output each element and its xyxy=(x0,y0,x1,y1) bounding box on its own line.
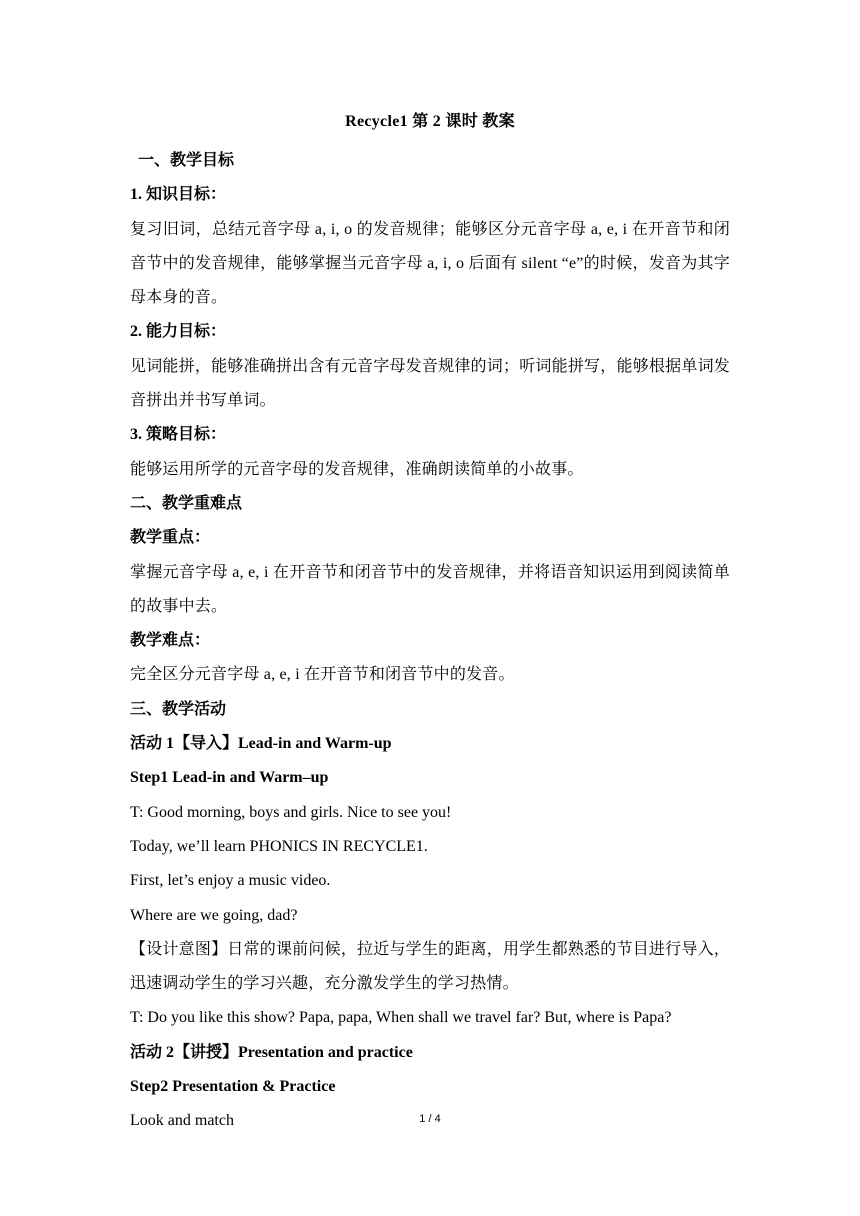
design-intent-text: 【设计意图】日常的课前问候，拉近与学生的距离，用学生都熟悉的节目进行导入，迅速调动学生的学习兴趣，充分激发学生的学习热情。 xyxy=(130,940,730,993)
step-1-line: Today, we’ll learn PHONICS IN RECYCLE1. xyxy=(130,837,428,855)
activity-2-heading: 活动 2【讲授】Presentation and practice xyxy=(130,1043,413,1061)
step-1-line: Where are we going, dad? xyxy=(130,906,298,924)
activity-1-heading: 活动 1【导入】Lead-in and Warm-up xyxy=(130,735,392,753)
key-points-text: 掌握元音字母 a, e, i 在开音节和闭音节中的发音规律，并将语音知识运用到阅读简单的故事中去。 xyxy=(130,563,730,615)
step-2-heading: Step2 Presentation & Practice xyxy=(130,1078,336,1096)
subheading-ability-goals: 2. 能力目标： xyxy=(130,323,227,341)
page-number: 1 / 4 xyxy=(419,1113,441,1125)
document-title: Recycle1 第 2 课时 教案 xyxy=(345,113,515,130)
teacher-question-line: T: Do you like this show? Papa, papa, When shall we travel far? But, where is Papa? xyxy=(130,1009,672,1027)
ability-goals-text: 见词能拼，能够准确拼出含有元音字母发音规律的词；听词能拼写，能够根据单词发音拼出并书写单词。 xyxy=(130,357,730,410)
subheading-knowledge-goals: 1. 知识目标： xyxy=(130,186,227,204)
section-heading-objectives: 一、教学目标 xyxy=(138,152,235,169)
strategy-goals-text: 能够运用所学的元音字母的发音规律，准确朗读简单的小故事。 xyxy=(130,460,584,478)
knowledge-goals-text: 复习旧词，总结元音字母 a, i, o 的发音规律；能够区分元音字母 a, e, i 在开音节和闭音节中的发音规律，能够掌握当元音字母 a, i, o 后面有 silent “e”的时候，发音为其字母本身的音。 xyxy=(130,220,730,307)
section-heading-key-difficult-points: 二、教学重难点 xyxy=(130,494,243,512)
document-content xyxy=(130,112,730,1139)
look-and-match-line: Look and match xyxy=(130,1112,234,1130)
step-1-line: First, let’s enjoy a music video. xyxy=(130,872,331,890)
step-1-line: T: Good morning, boys and girls. Nice to see you! xyxy=(130,803,452,821)
subheading-key-points: 教学重点： xyxy=(130,529,211,547)
difficult-points-text: 完全区分元音字母 a, e, i 在开音节和闭音节中的发音。 xyxy=(130,666,515,684)
section-heading-activities: 三、教学活动 xyxy=(130,700,227,718)
subheading-strategy-goals: 3. 策略目标： xyxy=(130,426,227,444)
subheading-difficult-points: 教学难点： xyxy=(130,632,211,650)
step-1-heading: Step1 Lead-in and Warm–up xyxy=(130,769,329,787)
